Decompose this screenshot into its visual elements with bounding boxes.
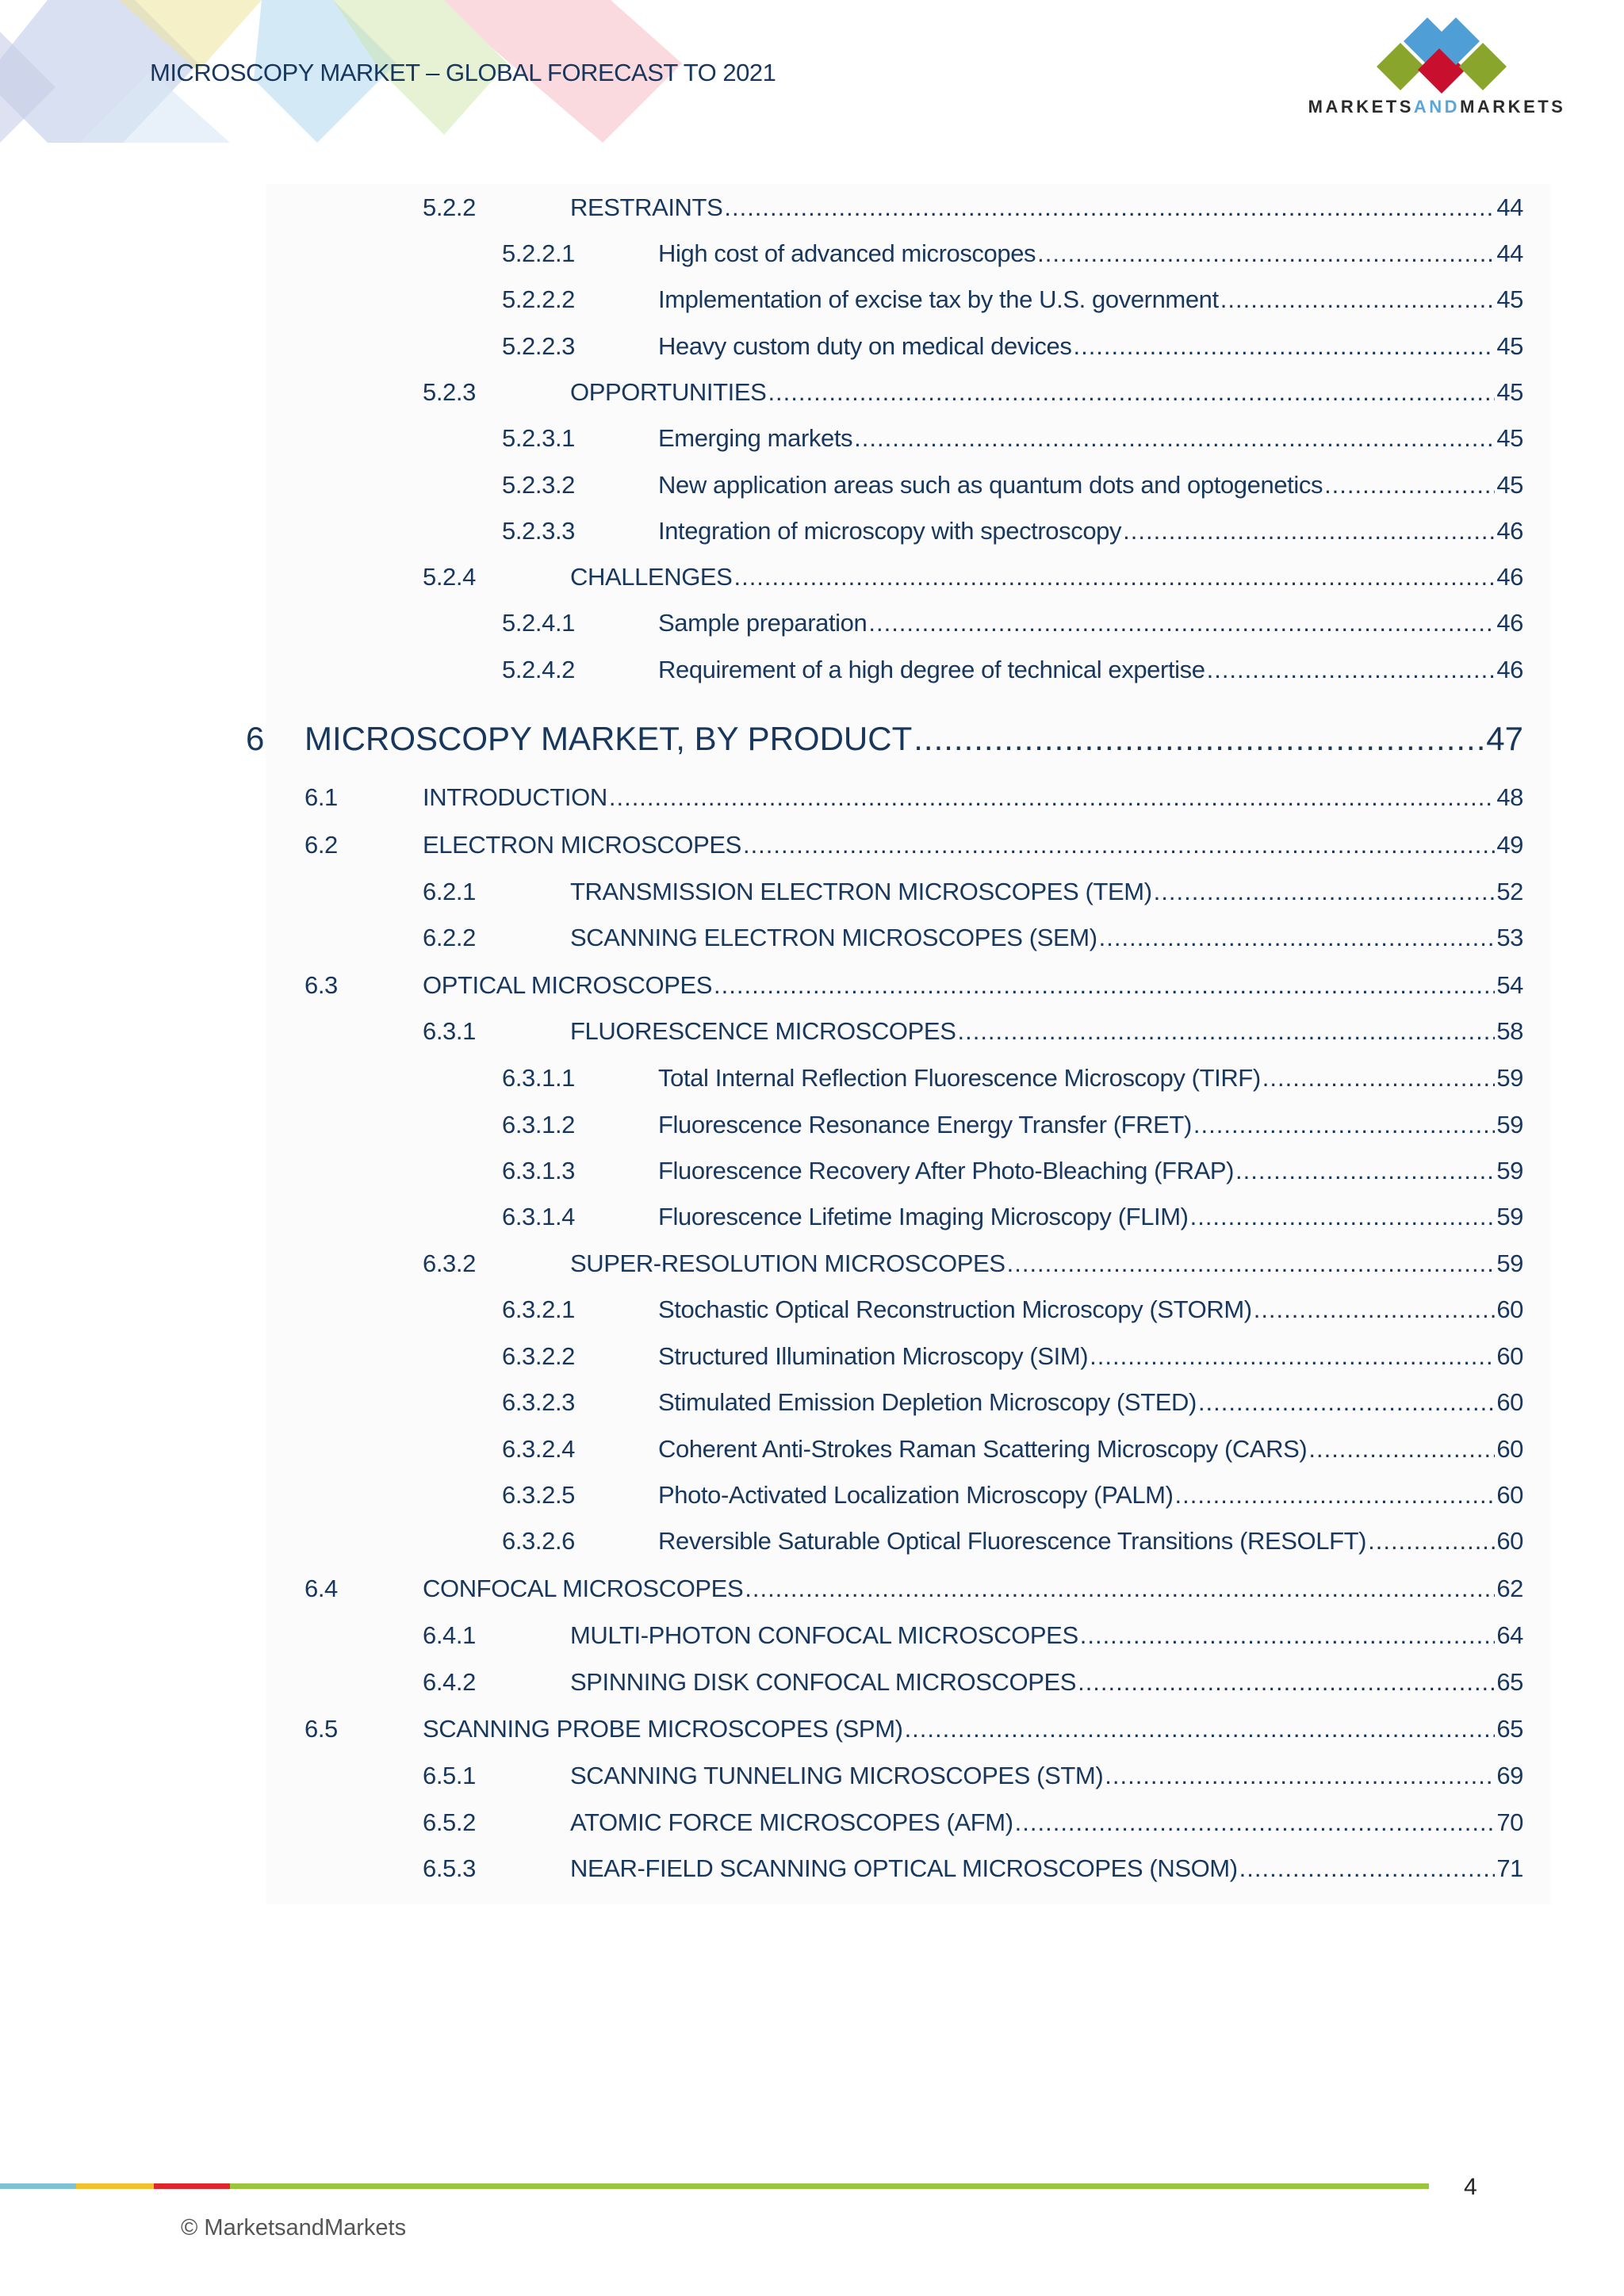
toc-entry-page: 46 <box>1496 656 1523 683</box>
toc-entry-line <box>570 1249 1523 1278</box>
toc-entry-line <box>658 424 1523 453</box>
toc-entry-page: 59 <box>1496 1157 1523 1184</box>
toc-entry-number: 5.2.2.2 <box>502 285 576 313</box>
toc-entry-page: 70 <box>1496 1808 1523 1836</box>
toc-entry-number: 5.2.4.1 <box>502 609 576 637</box>
toc-entry-number: 6.3.2.6 <box>502 1527 576 1555</box>
toc-entry-page: 48 <box>1496 783 1523 811</box>
toc-entry-line <box>570 1762 1523 1790</box>
toc-entry-title: CONFOCAL MICROSCOPES <box>423 1575 744 1602</box>
logo-word-markets-2: MARKETS <box>1460 97 1566 117</box>
toc-dot-leader <box>1007 1249 1496 1278</box>
toc-entry-page: 44 <box>1496 193 1523 221</box>
toc-dot-leader <box>1308 1435 1495 1464</box>
toc-entry-page: 69 <box>1496 1762 1523 1789</box>
toc-entry-number: 6.4.1 <box>423 1621 476 1649</box>
toc-dot-leader <box>1078 1668 1495 1697</box>
toc-entry[interactable] <box>0 1808 1624 1840</box>
toc-entry-page: 65 <box>1496 1668 1523 1696</box>
toc-entry-line <box>423 1715 1523 1743</box>
toc-entry-page: 62 <box>1496 1575 1523 1602</box>
report-title: MICROSCOPY MARKET – GLOBAL FORECAST TO 2021 <box>150 59 776 86</box>
toc-entry-page: 59 <box>1496 1064 1523 1092</box>
toc-entry-page: 60 <box>1496 1435 1523 1463</box>
toc-entry-line <box>658 1111 1523 1139</box>
toc-dot-leader <box>1239 1854 1496 1883</box>
toc-entry-page: 58 <box>1496 1017 1523 1045</box>
toc-entry[interactable] <box>0 193 1624 225</box>
toc-entry-line <box>570 1668 1523 1697</box>
toc-dot-leader <box>1073 332 1495 361</box>
toc-entry[interactable] <box>0 1621 1624 1653</box>
toc-entry-number: 6.2.2 <box>423 924 476 951</box>
toc-entry[interactable] <box>0 471 1624 503</box>
toc-dot-leader <box>1090 1342 1495 1371</box>
toc-entry-number: 6 <box>246 720 265 757</box>
toc-entry-title: OPTICAL MICROSCOPES <box>423 971 713 999</box>
toc-entry-line <box>658 1295 1523 1324</box>
toc-entry-number: 6.3.1.1 <box>502 1064 576 1092</box>
toc-entry-number: 6.2.1 <box>423 878 476 905</box>
toc-entry[interactable] <box>0 378 1624 410</box>
toc-entry-title: SCANNING ELECTRON MICROSCOPES (SEM) <box>570 924 1097 951</box>
logo-wordmark <box>1297 97 1576 117</box>
toc-entry-number: 6.3.2.2 <box>502 1342 576 1370</box>
toc-entry-page: 60 <box>1496 1342 1523 1370</box>
toc-entry-page: 47 <box>1486 720 1523 757</box>
toc-entry[interactable] <box>0 1854 1624 1886</box>
toc-dot-leader <box>1262 1064 1496 1093</box>
toc-dot-leader <box>768 378 1495 407</box>
toc-entry-number: 6.3.2.3 <box>502 1388 576 1416</box>
toc-entry-page: 65 <box>1496 1715 1523 1743</box>
toc-entry-number: 6.3.1.4 <box>502 1203 576 1230</box>
footer-divider-yellow <box>76 2183 154 2189</box>
toc-entry[interactable] <box>0 1575 1624 1606</box>
toc-entry-title: Requirement of a high degree of technical expertise <box>658 656 1205 683</box>
toc-entry-title: Sample preparation <box>658 609 868 637</box>
toc-entry[interactable] <box>0 1064 1624 1096</box>
toc-entry-number: 5.2.2.1 <box>502 239 576 267</box>
toc-entry-page: 60 <box>1496 1295 1523 1323</box>
toc-entry[interactable] <box>0 924 1624 955</box>
toc-entry-number: 6.1 <box>304 783 338 811</box>
toc-entry-title: Photo-Activated Localization Microscopy (PALM) <box>658 1481 1174 1509</box>
toc-dot-leader <box>1220 285 1496 314</box>
toc-entry-line <box>658 1481 1523 1510</box>
toc-entry[interactable] <box>0 1342 1624 1374</box>
toc-entry-line <box>423 971 1523 1000</box>
toc-dot-leader <box>1207 656 1496 684</box>
toc-entry-line <box>658 1064 1523 1093</box>
toc-dot-leader <box>714 971 1495 1000</box>
toc-entry-number: 6.3.2.5 <box>502 1481 576 1509</box>
toc-dot-leader <box>724 193 1495 222</box>
toc-entry[interactable] <box>0 517 1624 549</box>
toc-dot-leader <box>1254 1295 1496 1324</box>
toc-dot-leader <box>905 1715 1496 1743</box>
toc-entry-number: 6.5.3 <box>423 1854 476 1882</box>
toc-dot-leader <box>957 1017 1495 1046</box>
page-number: 4 <box>1464 2174 1477 2200</box>
toc-entry-number: 5.2.3.1 <box>502 424 576 452</box>
toc-entry-number: 6.3 <box>304 971 338 999</box>
toc-entry-page: 45 <box>1496 378 1523 406</box>
toc-entry-title: Integration of microscopy with spectroscopy <box>658 517 1122 545</box>
toc-entry[interactable] <box>0 1527 1624 1559</box>
toc-entry[interactable] <box>0 1017 1624 1049</box>
toc-entry-title: Implementation of excise tax by the U.S. government <box>658 285 1219 313</box>
toc-entry[interactable] <box>0 609 1624 641</box>
toc-dot-leader <box>854 424 1495 453</box>
toc-entry-title: Fluorescence Recovery After Photo-Bleaching (FRAP) <box>658 1157 1235 1184</box>
toc-entry-title: MULTI-PHOTON CONFOCAL MICROSCOPES <box>570 1621 1078 1649</box>
toc-entry-title: TRANSMISSION ELECTRON MICROSCOPES (TEM) <box>570 878 1152 905</box>
toc-entry[interactable] <box>0 783 1624 815</box>
toc-entry-title: Emerging markets <box>658 424 853 452</box>
toc-dot-leader <box>1123 517 1495 545</box>
toc-entry[interactable] <box>0 720 1624 764</box>
toc-entry-line <box>658 1527 1523 1556</box>
toc-entry-title: RESTRAINTS <box>570 193 723 221</box>
toc-entry[interactable] <box>0 1249 1624 1281</box>
toc-entry-line <box>658 1203 1523 1231</box>
toc-entry-line <box>570 924 1523 952</box>
toc-entry-title: Structured Illumination Microscopy (SIM) <box>658 1342 1089 1370</box>
toc-entry-page: 45 <box>1496 471 1523 499</box>
toc-dot-leader <box>1080 1621 1496 1650</box>
toc-entry-number: 6.3.2.1 <box>502 1295 576 1323</box>
toc-entry-line <box>658 517 1523 545</box>
toc-entry-line <box>570 563 1523 591</box>
toc-entry-line <box>570 1017 1523 1046</box>
toc-entry-line <box>570 1854 1523 1883</box>
toc-entry[interactable] <box>0 878 1624 909</box>
toc-dot-leader <box>1175 1481 1496 1510</box>
toc-entry-page: 60 <box>1496 1388 1523 1416</box>
toc-entry-title: OPPORTUNITIES <box>570 378 767 406</box>
toc-entry-number: 6.4 <box>304 1575 338 1602</box>
toc-entry-line <box>658 656 1523 684</box>
toc-entry-title: SCANNING TUNNELING MICROSCOPES (STM) <box>570 1762 1104 1789</box>
toc-entry[interactable] <box>0 1203 1624 1234</box>
toc-entry-page: 59 <box>1496 1249 1523 1277</box>
toc-entry-title: Stimulated Emission Depletion Microscopy (STED) <box>658 1388 1197 1416</box>
toc-entry-number: 6.3.1 <box>423 1017 476 1045</box>
toc-entry-number: 5.2.2 <box>423 193 476 221</box>
toc-entry-title: Heavy custom duty on medical devices <box>658 332 1072 360</box>
toc-entry-page: 60 <box>1496 1481 1523 1509</box>
toc-entry[interactable] <box>0 1435 1624 1467</box>
toc-entry-number: 5.2.3.3 <box>502 517 576 545</box>
toc-entry-line <box>570 378 1523 407</box>
toc-entry-title: NEAR-FIELD SCANNING OPTICAL MICROSCOPES (NSOM) <box>570 1854 1238 1882</box>
footer-divider-teal <box>0 2183 76 2189</box>
toc-entry-line <box>570 193 1523 222</box>
toc-entry[interactable] <box>0 971 1624 1003</box>
toc-entry-title: High cost of advanced microscopes <box>658 239 1036 267</box>
toc-entry[interactable] <box>0 239 1624 271</box>
toc-dot-leader <box>1190 1203 1496 1231</box>
toc-entry-title: New application areas such as quantum dots and optogenetics <box>658 471 1323 499</box>
toc-entry-number: 5.2.3.2 <box>502 471 576 499</box>
toc-entry-line <box>423 831 1523 859</box>
toc-dot-leader <box>743 831 1495 859</box>
toc-entry-page: 71 <box>1496 1854 1523 1882</box>
toc-dot-leader <box>1037 239 1495 268</box>
toc-entry-number: 6.3.2.4 <box>502 1435 576 1463</box>
toc-dot-leader <box>1154 878 1496 906</box>
toc-dot-leader <box>1324 471 1495 499</box>
toc-entry[interactable] <box>0 424 1624 456</box>
toc-entry-title: MICROSCOPY MARKET, BY PRODUCT <box>304 720 913 757</box>
toc-entry-number: 6.3.2 <box>423 1249 476 1277</box>
toc-entry-page: 46 <box>1496 609 1523 637</box>
toc-dot-leader <box>868 609 1495 637</box>
toc-entry-line <box>658 1342 1523 1371</box>
toc-entry-title: ATOMIC FORCE MICROSCOPES (AFM) <box>570 1808 1013 1836</box>
toc-entry-line <box>658 609 1523 637</box>
toc-entry-line <box>570 878 1523 906</box>
toc-entry[interactable] <box>0 1668 1624 1700</box>
toc-entry[interactable] <box>0 1715 1624 1747</box>
toc-entry-title: SUPER-RESOLUTION MICROSCOPES <box>570 1249 1005 1277</box>
logo-word-markets: MARKETS <box>1308 97 1414 117</box>
toc-entry-line <box>658 471 1523 499</box>
toc-entry-number: 6.3.1.2 <box>502 1111 576 1138</box>
toc-entry-number: 5.2.4.2 <box>502 656 576 683</box>
marketsandmarkets-logo-icon <box>1362 14 1521 100</box>
toc-entry-page: 59 <box>1496 1111 1523 1138</box>
toc-entry-title: SPINNING DISK CONFOCAL MICROSCOPES <box>570 1668 1077 1696</box>
toc-entry[interactable] <box>0 1762 1624 1793</box>
toc-entry-page: 53 <box>1496 924 1523 951</box>
toc-entry-page: 54 <box>1496 971 1523 999</box>
footer-divider-red <box>154 2183 230 2189</box>
copyright-notice: © MarketsandMarkets <box>181 2215 407 2241</box>
toc-entry-line <box>570 1808 1523 1837</box>
toc-entry-page: 49 <box>1496 831 1523 859</box>
toc-entry-number: 5.2.3 <box>423 378 476 406</box>
toc-entry-page: 44 <box>1496 239 1523 267</box>
toc-entry-title: ELECTRON MICROSCOPES <box>423 831 741 859</box>
toc-entry-line <box>658 239 1523 268</box>
toc-dot-leader <box>1193 1111 1495 1139</box>
toc-entry[interactable] <box>0 285 1624 317</box>
toc-entry-page: 60 <box>1496 1527 1523 1555</box>
toc-dot-leader <box>1198 1388 1495 1417</box>
toc-entry[interactable] <box>0 1157 1624 1188</box>
toc-entry-line <box>658 1388 1523 1417</box>
toc-dot-leader <box>914 720 1484 758</box>
toc-entry-line <box>423 1575 1523 1603</box>
toc-dot-leader <box>1015 1808 1496 1837</box>
toc-entry-number: 6.5.1 <box>423 1762 476 1789</box>
toc-entry-number: 5.2.2.3 <box>502 332 576 360</box>
toc-dot-leader <box>1099 924 1496 952</box>
toc-entry-page: 45 <box>1496 285 1523 313</box>
toc-entry-title: SCANNING PROBE MICROSCOPES (SPM) <box>423 1715 903 1743</box>
toc-dot-leader <box>1368 1527 1495 1556</box>
logo-word-and: AND <box>1413 97 1461 117</box>
toc-entry[interactable] <box>0 1481 1624 1513</box>
toc-entry[interactable] <box>0 563 1624 595</box>
toc-entry-line <box>304 720 1523 758</box>
toc-entry-page: 46 <box>1496 563 1523 591</box>
toc-entry-title: Total Internal Reflection Fluorescence Microscopy (TIRF) <box>658 1064 1261 1092</box>
toc-entry-title: INTRODUCTION <box>423 783 607 811</box>
toc-entry-line <box>570 1621 1523 1650</box>
toc-dot-leader <box>609 783 1495 812</box>
toc-entry-title: Coherent Anti-Strokes Raman Scattering Microscopy (CARS) <box>658 1435 1308 1463</box>
toc-entry[interactable] <box>0 1111 1624 1142</box>
toc-entry-number: 6.3.1.3 <box>502 1157 576 1184</box>
toc-dot-leader <box>733 563 1495 591</box>
toc-entry-title: Reversible Saturable Optical Fluorescence Transitions (RESOLFT) <box>658 1527 1367 1555</box>
toc-entry-number: 6.4.2 <box>423 1668 476 1696</box>
toc-dot-leader <box>1105 1762 1495 1790</box>
toc-entry-number: 5.2.4 <box>423 563 476 591</box>
toc-entry[interactable] <box>0 1295 1624 1327</box>
toc-entry-line <box>658 285 1523 314</box>
toc-entry-number: 6.2 <box>304 831 338 859</box>
toc-entry-line <box>423 783 1523 812</box>
toc-entry[interactable] <box>0 332 1624 364</box>
toc-entry-page: 52 <box>1496 878 1523 905</box>
toc-entry-page: 45 <box>1496 424 1523 452</box>
toc-entry-line <box>658 1157 1523 1185</box>
toc-entry[interactable] <box>0 656 1624 687</box>
toc-entry-page: 46 <box>1496 517 1523 545</box>
toc-entry-number: 6.5.2 <box>423 1808 476 1836</box>
toc-entry-number: 6.5 <box>304 1715 338 1743</box>
toc-entry-title: Fluorescence Lifetime Imaging Microscopy (FLIM) <box>658 1203 1189 1230</box>
toc-entry-page: 64 <box>1496 1621 1523 1649</box>
toc-entry-title: FLUORESCENCE MICROSCOPES <box>570 1017 956 1045</box>
toc-dot-leader <box>745 1575 1495 1603</box>
toc-entry-line <box>658 332 1523 361</box>
toc-entry[interactable] <box>0 831 1624 863</box>
toc-entry-page: 59 <box>1496 1203 1523 1230</box>
toc-entry-title: CHALLENGES <box>570 563 733 591</box>
toc-entry-title: Fluorescence Resonance Energy Transfer (FRET) <box>658 1111 1192 1138</box>
toc-dot-leader <box>1235 1157 1495 1185</box>
toc-entry[interactable] <box>0 1388 1624 1420</box>
toc-entry-title: Stochastic Optical Reconstruction Microscopy (STORM) <box>658 1295 1252 1323</box>
toc-entry-page: 45 <box>1496 332 1523 360</box>
toc-entry-line <box>658 1435 1523 1464</box>
footer-divider-green <box>230 2183 1429 2189</box>
